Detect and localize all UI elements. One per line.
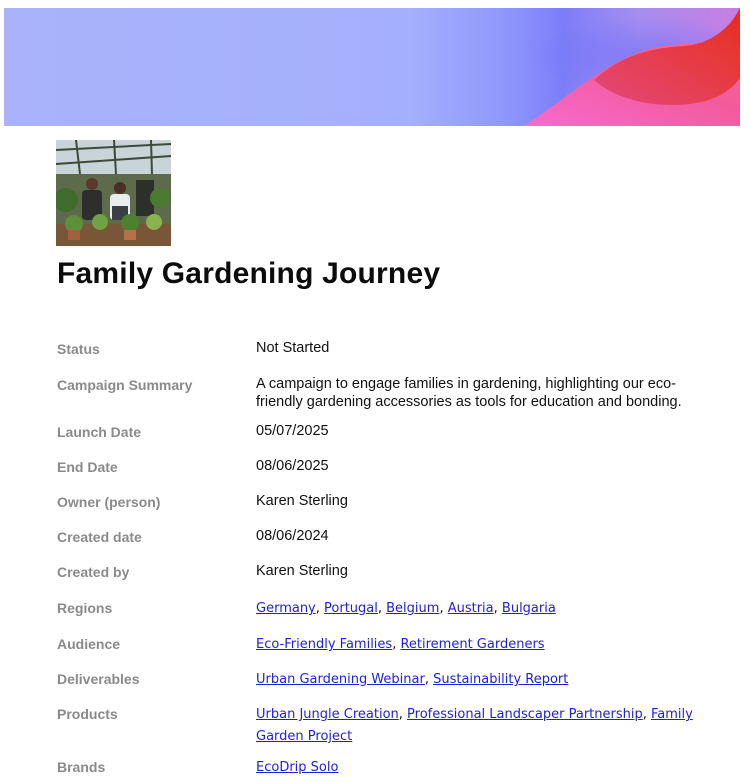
property-label: Created date [57, 529, 142, 545]
created-by-value: Karen Sterling [256, 563, 348, 579]
deliverable-link[interactable]: Urban Gardening Webinar [256, 672, 425, 687]
product-link[interactable]: Urban Jungle Creation [256, 707, 399, 722]
property-label: Deliverables [57, 671, 140, 687]
owner-value[interactable]: Karen Sterling [256, 493, 348, 509]
product-link[interactable]: Family Garden Project [256, 707, 693, 744]
audience-link[interactable]: Eco-Friendly Families [256, 637, 393, 652]
audience-link[interactable]: Retirement Gardeners [400, 637, 545, 652]
property-label: Status [57, 341, 100, 357]
property-label: Regions [57, 600, 113, 616]
property-label: Created by [57, 564, 130, 580]
cover-image [56, 140, 171, 246]
deliverable-link[interactable]: Sustainability Report [433, 672, 569, 687]
header-banner [4, 8, 740, 126]
launch-date-value[interactable]: 05/07/2025 [256, 423, 329, 439]
region-link[interactable]: Belgium [386, 601, 440, 616]
brands-links [256, 757, 711, 779]
property-label: Launch Date [57, 424, 142, 440]
status-value[interactable]: Not Started [256, 340, 330, 356]
deliverables-links: Urban Gardening Webinar, Sustainability Report [256, 672, 569, 687]
created-date-value: 08/06/2024 [256, 528, 329, 544]
end-date-value[interactable]: 08/06/2025 [256, 458, 329, 474]
property-label: Audience [57, 636, 121, 652]
property-label: Brands [57, 759, 106, 775]
region-link[interactable]: Bulgaria [501, 601, 556, 616]
property-label: Campaign Summary [57, 377, 193, 393]
page-title: Family Gardening Journey [57, 257, 441, 290]
region-link[interactable]: Austria [447, 601, 494, 616]
property-label: Products [57, 706, 118, 722]
campaign-summary-value[interactable]: A campaign to engage families in gardening, highlighting our eco-friendly gardening accessories as tools for education and bonding. [256, 376, 682, 410]
regions-links: Germany, Portugal, Belgium, Austria, Bulgaria [256, 601, 556, 616]
brand-link[interactable]: EcoDrip Solo [256, 760, 339, 775]
region-link[interactable]: Germany [256, 601, 316, 616]
audience-links: Eco-Friendly Families, Retirement Gardeners [256, 637, 545, 652]
products-links: Urban Jungle Creation, Professional Landscaper Partnership, Family Garden Project [256, 707, 693, 744]
property-label: End Date [57, 459, 118, 475]
property-label: Owner (person) [57, 494, 161, 510]
region-link[interactable]: Portugal [324, 601, 378, 616]
product-link[interactable]: Professional Landscaper Partnership [407, 707, 643, 722]
banner-wave-graphic [4, 8, 740, 126]
